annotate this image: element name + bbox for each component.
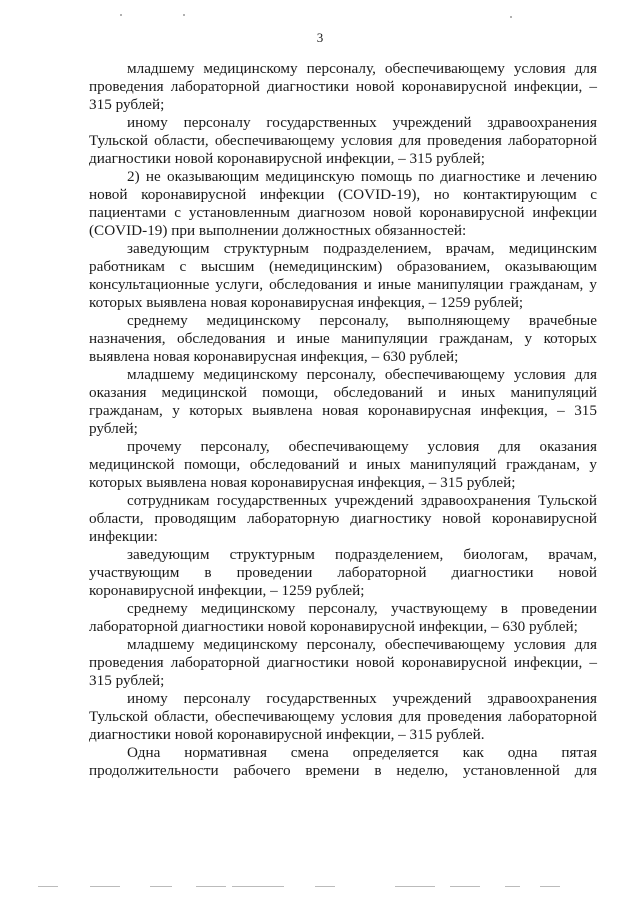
scan-line [38, 886, 58, 887]
scan-artifacts [0, 886, 640, 892]
scan-speck [120, 14, 122, 16]
scan-line [540, 886, 560, 887]
scan-line [315, 886, 335, 887]
document-body [89, 60, 597, 780]
paragraph-1: младшему медицинскому персоналу, обеспечивающему условия для проведения лабораторной диагностики новой коронавирусной инфекции, – 315 рублей; [89, 60, 597, 113]
paragraph-3: 2) не оказывающим медицинскую помощь по диагностике и лечению новой коронавирусной инфекции (COVID-19), но контактирующим с пациентами с установленным диагнозом новой коронавирусной инфекции (COVID-19) при выполнении должностных обязанностей: [89, 168, 597, 239]
paragraph-9: заведующим структурным подразделением, биологам, врачам, участвующим в проведении лабораторной диагностики новой коронавирусной инфекции, – 1259 рублей; [89, 546, 597, 599]
paragraph-4: заведующим структурным подразделением, врачам, медицинским работникам с высшим (немедицинским) образованием, оказывающим консультационные услуги, обследования и иные манипуляции гражданам, у которых выявлена новая коронавирусная инфекция, – 1259 рублей; [89, 240, 597, 311]
scan-line [395, 886, 435, 887]
paragraph-7: прочему персоналу, обеспечивающему условия для оказания медицинской помощи, обследований и иных манипуляций гражданам, у которых выявлена новая коронавирусная инфекция, – 315 рублей; [89, 438, 597, 491]
paragraph-11: младшему медицинскому персоналу, обеспечивающему условия для проведения лабораторной диагностики новой коронавирусной инфекции, – 315 рублей; [89, 636, 597, 689]
paragraph-2: иному персоналу государственных учреждений здравоохранения Тульской области, обеспечивающему условия для проведения лабораторной диагностики новой коронавирусной инфекции, – 315 рублей; [89, 114, 597, 167]
paragraph-5: среднему медицинскому персоналу, выполняющему врачебные назначения, обследования и иные манипуляции гражданам, у которых выявлена новая коронавирусная инфекция, – 630 рублей; [89, 312, 597, 365]
paragraph-13: Одна нормативная смена определяется как одна пятая продолжительности рабочего времени в неделю, установленной для [89, 744, 597, 779]
scan-line [150, 886, 172, 887]
scan-line [90, 886, 120, 887]
scan-line [232, 886, 284, 887]
scan-speck [183, 14, 185, 16]
paragraph-6: младшему медицинскому персоналу, обеспечивающему условия для оказания медицинской помощи, обследований и иных манипуляций гражданам, у которых выявлена новая коронавирусная инфекция, – 315 рублей; [89, 366, 597, 437]
page-number: 3 [316, 30, 324, 45]
scan-line [450, 886, 480, 887]
paragraph-8: сотрудникам государственных учреждений здравоохранения Тульской области, проводящим лабораторную диагностику новой коронавирусной инфекции: [89, 492, 597, 545]
scan-speck [510, 16, 512, 18]
scan-line [505, 886, 520, 887]
scan-line [196, 886, 226, 887]
paragraph-12: иному персоналу государственных учреждений здравоохранения Тульской области, обеспечивающему условия для проведения лабораторной диагностики новой коронавирусной инфекции, – 315 рублей. [89, 690, 597, 743]
paragraph-10: среднему медицинскому персоналу, участвующему в проведении лабораторной диагностики новой коронавирусной инфекции, – 630 рублей; [89, 600, 597, 635]
